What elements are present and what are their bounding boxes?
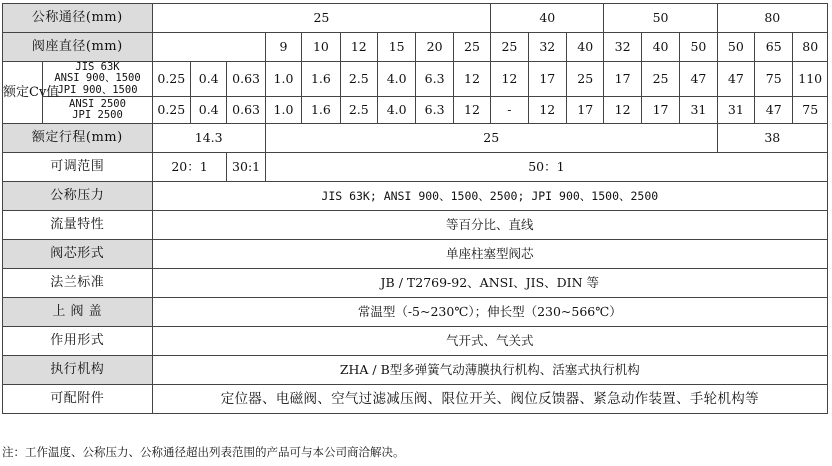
rated-cv-label: 额定Cv值 xyxy=(3,62,43,124)
cv-cell: 12 xyxy=(528,97,566,124)
action-label: 作用形式 xyxy=(3,327,153,356)
cv-cell: 0.25 xyxy=(152,62,190,97)
cv-cell: 1.0 xyxy=(265,62,301,97)
pressure-value: JIS 63K; ANSI 900、1500、2500; JPI 900、1500、2500 xyxy=(152,182,827,211)
plug-label: 阀芯形式 xyxy=(3,240,153,269)
action-row xyxy=(3,327,828,356)
nominal-size-row xyxy=(3,4,828,33)
cv-cell: 31 xyxy=(680,97,717,124)
cv-cell: - xyxy=(491,97,528,124)
cv-cell: 75 xyxy=(755,62,793,97)
range-20-1: 20：1 xyxy=(152,153,227,182)
cv-cell: 1.6 xyxy=(302,97,340,124)
flow-value: 等百分比、直线 xyxy=(152,211,827,240)
seat-cell: 12 xyxy=(340,33,377,62)
pressure-row xyxy=(3,182,828,211)
cv-row-2 xyxy=(3,97,828,124)
range-row xyxy=(3,153,828,182)
accessories-value: 定位器、电磁阀、空气过滤减压阀、限位开关、阀位反馈器、紧急动作装置、手轮机构等 xyxy=(152,385,827,414)
range-30-1: 30:1 xyxy=(227,153,265,182)
seat-blank xyxy=(152,33,265,62)
cv-cell: 17 xyxy=(528,62,566,97)
cv-cell: 17 xyxy=(604,62,641,97)
size-50: 50 xyxy=(604,4,717,33)
bonnet-row xyxy=(3,298,828,327)
flange-label: 法兰标准 xyxy=(3,269,153,298)
seat-cell: 25 xyxy=(491,33,528,62)
seat-cell: 80 xyxy=(793,33,828,62)
travel-38: 38 xyxy=(717,124,827,153)
seat-cell: 15 xyxy=(377,33,415,62)
bonnet-value: 常温型（-5~230℃）；伸长型（230~566℃） xyxy=(152,298,827,327)
cv-cell: 31 xyxy=(717,97,754,124)
size-80: 80 xyxy=(717,4,827,33)
size-25: 25 xyxy=(152,4,491,33)
standard-text: JPI 900、1500 xyxy=(57,83,138,96)
cv-group2-standards xyxy=(43,97,152,124)
cv-cell: 12 xyxy=(453,97,490,124)
seat-diameter-row xyxy=(3,33,828,62)
cv-cell: 0.63 xyxy=(227,97,265,124)
standard-text: ANSI 2500 xyxy=(69,97,126,110)
seat-cell: 32 xyxy=(528,33,566,62)
cv-cell: 25 xyxy=(567,62,604,97)
cv-row-1 xyxy=(3,62,828,97)
plug-row xyxy=(3,240,828,269)
cv-cell: 4.0 xyxy=(377,62,415,97)
seat-cell: 50 xyxy=(717,33,754,62)
seat-cell: 32 xyxy=(604,33,641,62)
cv-cell: 6.3 xyxy=(416,97,453,124)
standard-text: ANSI 900、1500 xyxy=(54,72,141,85)
seat-cell: 10 xyxy=(302,33,340,62)
cv-cell: 47 xyxy=(680,62,717,97)
travel-25: 25 xyxy=(265,124,717,153)
footnote: 注：工作温度、公称压力、公称通径超出列表范围的产品可与本公司商洽解决。 xyxy=(2,445,405,459)
standard-text: JIS 63K xyxy=(75,61,120,74)
plug-value: 单座柱塞型阀芯 xyxy=(152,240,827,269)
seat-cell: 20 xyxy=(416,33,453,62)
flange-row xyxy=(3,269,828,298)
cv-cell: 12 xyxy=(453,62,490,97)
cv-cell: 2.5 xyxy=(340,62,377,97)
cv-cell: 17 xyxy=(641,97,679,124)
cv-cell: 47 xyxy=(755,97,793,124)
flow-row xyxy=(3,211,828,240)
standard-text: JPI 2500 xyxy=(72,109,123,121)
range-50-1: 50：1 xyxy=(265,153,827,182)
pressure-label: 公称压力 xyxy=(3,182,153,211)
cv-cell: 0.63 xyxy=(227,62,265,97)
actuator-value: ZHA / B型多弹簧气动薄膜执行机构、活塞式执行机构 xyxy=(152,356,827,385)
bonnet-label: 上 阀 盖 xyxy=(3,298,153,327)
cv-group1-standards xyxy=(43,62,152,97)
cv-cell: 0.4 xyxy=(191,97,227,124)
seat-cell: 9 xyxy=(265,33,301,62)
flange-value: JB / T2769-92、ANSI、JIS、DIN 等 xyxy=(152,269,827,298)
actuator-row xyxy=(3,356,828,385)
actuator-label: 执行机构 xyxy=(3,356,153,385)
cv-cell: 1.0 xyxy=(265,97,301,124)
cv-cell: 2.5 xyxy=(340,97,377,124)
cv-cell: 75 xyxy=(793,97,828,124)
accessories-row xyxy=(3,385,828,414)
flow-label: 流量特性 xyxy=(3,211,153,240)
cv-cell: 0.4 xyxy=(191,62,227,97)
size-40: 40 xyxy=(491,4,604,33)
cv-cell: 1.6 xyxy=(302,62,340,97)
cv-cell: 110 xyxy=(793,62,828,97)
rated-travel-row xyxy=(3,124,828,153)
seat-cell: 65 xyxy=(755,33,793,62)
cv-cell: 12 xyxy=(491,62,528,97)
seat-cell: 50 xyxy=(680,33,717,62)
spec-table xyxy=(2,3,828,414)
cv-cell: 25 xyxy=(641,62,679,97)
cv-cell: 47 xyxy=(717,62,754,97)
seat-cell: 40 xyxy=(641,33,679,62)
seat-diameter-label: 阀座直径(mm) xyxy=(3,33,153,62)
travel-14-3: 14.3 xyxy=(152,124,265,153)
nominal-size-label: 公称通径(mm) xyxy=(3,4,153,33)
cv-cell: 12 xyxy=(604,97,641,124)
cv-cell: 6.3 xyxy=(416,62,453,97)
action-value: 气开式、气关式 xyxy=(152,327,827,356)
rated-travel-label: 额定行程(mm) xyxy=(3,124,153,153)
seat-cell: 40 xyxy=(567,33,604,62)
cv-cell: 4.0 xyxy=(377,97,415,124)
cv-cell: 0.25 xyxy=(152,97,190,124)
accessories-label: 可配附件 xyxy=(3,385,153,414)
seat-cell: 25 xyxy=(453,33,490,62)
range-label: 可调范围 xyxy=(3,153,153,182)
cv-cell: 17 xyxy=(567,97,604,124)
